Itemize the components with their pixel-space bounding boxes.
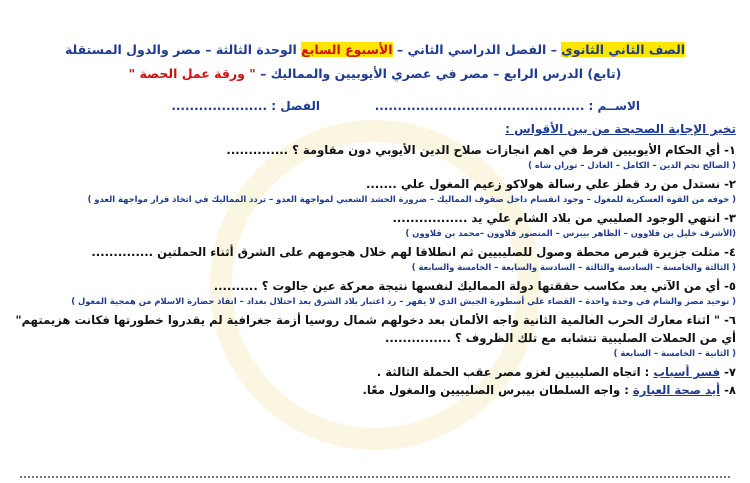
question-2-options: ( خوفه من القوة العسكرية للمغول – وجود انقسام داخل صفوف المماليك – ضرورة الحشد الشعبي لمواجهة العدو – تردد المماليك في اتخاذ قرار مواجهة العدو ): [87, 194, 736, 204]
question-5: ٥- أي من الآتي يعد مكاسب حققتها دولة المماليك لنفسها نتيجة معركة عين جالوت ؟ ..........: [213, 279, 736, 293]
unit-label: الوحدة الثالثة – مصر والدول المستقلة: [64, 42, 302, 57]
lesson-label: (تابع) الدرس الرابع – مصر في عصري الأيوبيين والمماليك –: [255, 66, 622, 81]
sheet-label: " ورقة عمل الحصة ": [128, 66, 256, 81]
question-5-options: ( توحيد مصر والشام في وحدة واحدة – القضاء علي أسطورة الجيش الذي لا يقهر – رد اعتبار بلاد الشرق بعد احتلال بغداد – انقاذ حضارة الاسلام من همجية المغول ): [71, 296, 736, 306]
student-class-field: الفصل : .....................: [171, 99, 320, 113]
question-4: ٤- مثلت جزيرة قبرص محطة وصول للصليبيين ثم انطلاقا لهم خلال هجومهم على الشرق أثناء الحملتين ..............: [91, 245, 736, 259]
question-1: ١- أي الحكام الأيوبيين فرط في اهم انجازات صلاح الدين الأيوبي دون مقاومة ؟ ..............: [226, 143, 736, 157]
question-8-text: : واجه السلطان بيبرس الصليبيين والمغول معًا.: [362, 383, 633, 397]
question-8-label: أيد صحة العبارة: [632, 383, 721, 397]
question-7: ٧- فسر أسباب : اتجاه الصليبيين لغزو مصر عقب الحملة الثالثة .: [376, 365, 736, 379]
question-7-label: فسر أسباب: [653, 365, 721, 379]
question-8: ٨- أيد صحة العبارة : واجه السلطان بيبرس الصليبيين والمغول معًا.: [362, 383, 736, 397]
question-6: ٦- " اثناء معارك الحرب العالمية الثانية واجه الألمان بعد دخولهم شمال روسيا أزمة جغرافية لم يقدروا خطورتها فكانت هزيمتهم": [15, 313, 736, 327]
question-6-followup: أي من الحملات الصليبية تتشابه مع تلك الظروف ؟ ...............: [384, 331, 736, 345]
bottom-divider: [20, 476, 730, 478]
question-7-text: : اتجاه الصليبيين لغزو مصر عقب الحملة الثالثة .: [376, 365, 654, 379]
questions-section: [14, 122, 736, 399]
term-label: – الفصل الدراسي الثاني –: [392, 42, 562, 57]
question-6-options: ( الثانية – الخامسة – السابعة ): [613, 348, 736, 358]
question-2: ٢- نستدل من رد قطز علي رسالة هولاكو زعيم المغول علي .......: [365, 177, 736, 191]
question-3-options: (الأشرف خليل بن قلاوون – الظاهر بيبرس – المنصور قلاوون –محمد بن قلاوون ): [405, 228, 736, 238]
week-label: الأسبوع السابع: [301, 42, 393, 57]
question-1-options: ( الصالح نجم الدين – الكامل – العادل – توران شاه ): [528, 160, 736, 170]
instruction-heading: تخير الإجابة الصحيحة من بين الأقواس :: [505, 122, 736, 136]
header-line-1: [0, 42, 750, 57]
student-name-field: الاســم : ..............................................: [374, 99, 640, 113]
grade-label: الصف الثاني الثانوي: [561, 42, 686, 57]
header-line-2: [0, 66, 750, 81]
question-3: ٣- انتهي الوجود الصليبي من بلاد الشام علي يد .................: [392, 211, 736, 225]
question-4-options: ( الثالثة والخامسة – السادسة والثالثة – السادسة والسابعة – الخامسة والسابعة ): [411, 262, 736, 272]
